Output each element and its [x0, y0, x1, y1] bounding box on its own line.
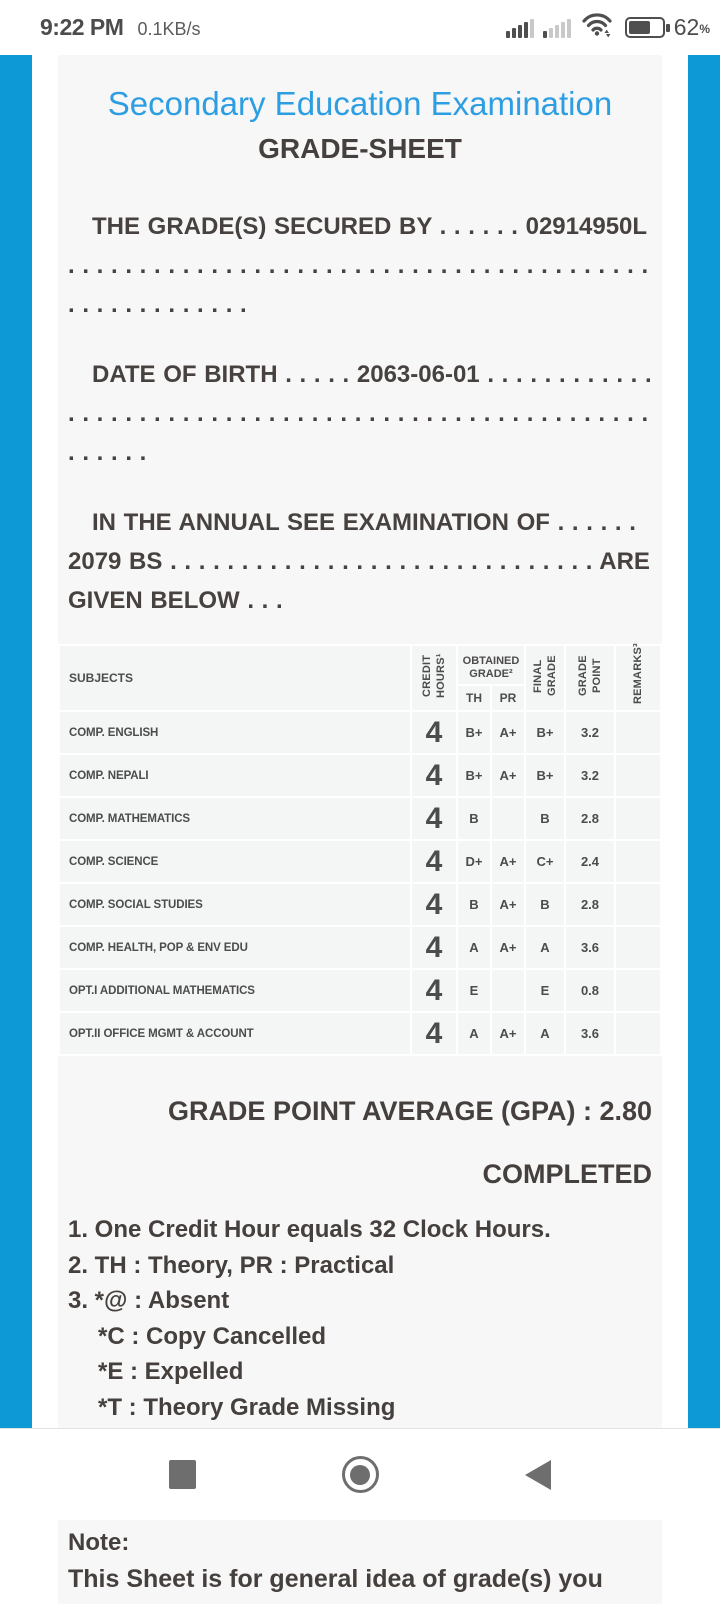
remarks-cell — [616, 798, 660, 839]
th-grade-cell: A — [458, 927, 490, 968]
browser-viewport — [0, 55, 720, 1593]
grades-table — [58, 644, 662, 1056]
secured-by-line: THE GRADE(S) SECURED BY . . . . . . 02914950L . . . . . . . . . . . . . . . . . . . . . . . . . . . . . . . . . . . . . . . . . . . . . . . . . . . . . . — [68, 213, 649, 318]
table-row — [60, 841, 660, 882]
grade-point-cell: 3.6 — [566, 927, 614, 968]
remarks-cell — [616, 841, 660, 882]
final-grade-cell: B+ — [526, 712, 564, 753]
credit-cell: 4 — [412, 841, 456, 882]
grade-point-cell: 3.2 — [566, 755, 614, 796]
remarks-cell — [616, 712, 660, 753]
pr-grade-cell: A+ — [492, 841, 524, 882]
note-heading: Note: — [68, 1528, 130, 1556]
table-row — [60, 927, 660, 968]
network-speed: 0.1KB/s — [137, 19, 201, 39]
home-button[interactable] — [330, 1445, 390, 1505]
credit-cell: 4 — [412, 798, 456, 839]
pr-grade-cell: A+ — [492, 712, 524, 753]
remarks-cell — [616, 970, 660, 1011]
remarks-cell — [616, 1013, 660, 1054]
final-grade-cell: A — [526, 1013, 564, 1054]
grade-point-cell: 2.8 — [566, 884, 614, 925]
table-header-row — [60, 646, 660, 684]
table-row — [60, 755, 660, 796]
col-th: TH — [458, 686, 490, 710]
credit-cell: 4 — [412, 1013, 456, 1054]
footnote-line: 3. *@ : Absent — [68, 1287, 230, 1314]
credit-cell: 4 — [412, 884, 456, 925]
th-grade-cell: B — [458, 798, 490, 839]
clock: 9:22 PM — [40, 14, 124, 40]
th-grade-cell: A — [458, 1013, 490, 1054]
footnotes — [58, 1212, 662, 1461]
status-right — [506, 12, 710, 43]
th-grade-cell: B+ — [458, 712, 490, 753]
col-subjects: SUBJECTS — [60, 646, 410, 710]
subject-cell: COMP. ENGLISH — [60, 712, 410, 753]
grade-point-cell: 3.6 — [566, 1013, 614, 1054]
credit-cell: 4 — [412, 712, 456, 753]
col-obtained-grade: OBTAINED GRADE² — [458, 646, 524, 684]
th-grade-cell: B — [458, 884, 490, 925]
final-grade-cell: E — [526, 970, 564, 1011]
final-grade-cell: B — [526, 884, 564, 925]
wifi-icon — [582, 12, 612, 43]
footnote-line: 2. TH : Theory, PR : Practical — [68, 1251, 395, 1279]
col-credit-hours: CREDIT HOURS¹ — [412, 646, 456, 710]
th-grade-cell: D+ — [458, 841, 490, 882]
final-grade-cell: C+ — [526, 841, 564, 882]
subject-cell: COMP. HEALTH, POP & ENV EDU — [60, 927, 410, 968]
footnote-line: 1. One Credit Hour equals 32 Clock Hours. — [68, 1216, 551, 1243]
col-pr: PR — [492, 686, 524, 710]
date-of-birth-line: DATE OF BIRTH . . . . . 2063-06-01 . . . . . . . . . . . . . . . . . . . . . . . . . . . . . . . . . . . . . . . . . . . . . . . . . . . . . . . . . . . — [68, 361, 652, 466]
th-grade-cell: B+ — [458, 755, 490, 796]
gradesheet-card — [32, 55, 688, 1593]
battery-icon — [625, 17, 665, 38]
recents-button[interactable] — [152, 1445, 212, 1505]
recents-icon — [169, 1460, 196, 1489]
note-text: This Sheet is for general idea of grade(s) you — [68, 1564, 603, 1593]
subject-cell: OPT.I ADDITIONAL MATHEMATICS — [60, 970, 410, 1011]
footnote-line: *E : Expelled — [98, 1358, 244, 1385]
pr-grade-cell: A+ — [492, 884, 524, 925]
pr-grade-cell: A+ — [492, 927, 524, 968]
table-row — [60, 712, 660, 753]
col-remarks: REMARKS³ — [616, 646, 660, 710]
signal-sim1-icon — [506, 18, 534, 38]
credit-cell: 4 — [412, 755, 456, 796]
page-title: Secondary Education Examination — [107, 85, 613, 122]
remarks-cell — [616, 755, 660, 796]
home-icon — [342, 1456, 379, 1493]
credit-cell: 4 — [412, 970, 456, 1011]
status-left — [40, 14, 200, 41]
remarks-cell — [616, 884, 660, 925]
result-status: COMPLETED — [482, 1159, 652, 1189]
signal-sim2-icon — [543, 18, 571, 38]
battery-percent: 62 % — [673, 14, 710, 40]
pr-grade-cell: A+ — [492, 755, 524, 796]
grade-point-cell: 2.4 — [566, 841, 614, 882]
final-grade-cell: B — [526, 798, 564, 839]
pr-grade-cell — [492, 798, 524, 839]
subject-cell: OPT.II OFFICE MGMT & ACCOUNT — [60, 1013, 410, 1054]
footnote-line: *T : Theory Grade Missing — [98, 1393, 396, 1421]
pr-grade-cell: A+ — [492, 1013, 524, 1054]
gradesheet-content — [58, 55, 662, 1604]
back-button[interactable] — [508, 1445, 568, 1505]
subject-cell: COMP. SOCIAL STUDIES — [60, 884, 410, 925]
footnote-line: *C : Copy Cancelled — [98, 1322, 327, 1350]
status-bar — [0, 0, 720, 55]
final-grade-cell: B+ — [526, 755, 564, 796]
col-final-grade: FINAL GRADE — [526, 646, 564, 710]
pr-grade-cell — [492, 970, 524, 1011]
col-grade-point: GRADE POINT — [566, 646, 614, 710]
final-grade-cell: A — [526, 927, 564, 968]
subject-cell: COMP. SCIENCE — [60, 841, 410, 882]
table-row — [60, 970, 660, 1011]
back-icon — [525, 1460, 551, 1490]
gradesheet-heading: GRADE-SHEET — [258, 133, 462, 164]
remarks-cell — [616, 927, 660, 968]
exam-year-line: IN THE ANNUAL SEE EXAMINATION OF . . . . . . 2079 BS . . . . . . . . . . . . . . . . . . . . . . . . . . . . . . ARE GIVEN BELOW . . . — [68, 509, 650, 614]
table-row — [60, 798, 660, 839]
th-grade-cell: E — [458, 970, 490, 1011]
android-nav-bar — [0, 1428, 720, 1520]
table-row — [60, 884, 660, 925]
grade-point-cell: 0.8 — [566, 970, 614, 1011]
grade-point-cell: 2.8 — [566, 798, 614, 839]
grade-point-cell: 3.2 — [566, 712, 614, 753]
subject-cell: COMP. NEPALI — [60, 755, 410, 796]
credit-cell: 4 — [412, 927, 456, 968]
table-row — [60, 1013, 660, 1054]
gpa-line: GRADE POINT AVERAGE (GPA) : 2.80 — [167, 1096, 652, 1126]
subject-cell: COMP. MATHEMATICS — [60, 798, 410, 839]
